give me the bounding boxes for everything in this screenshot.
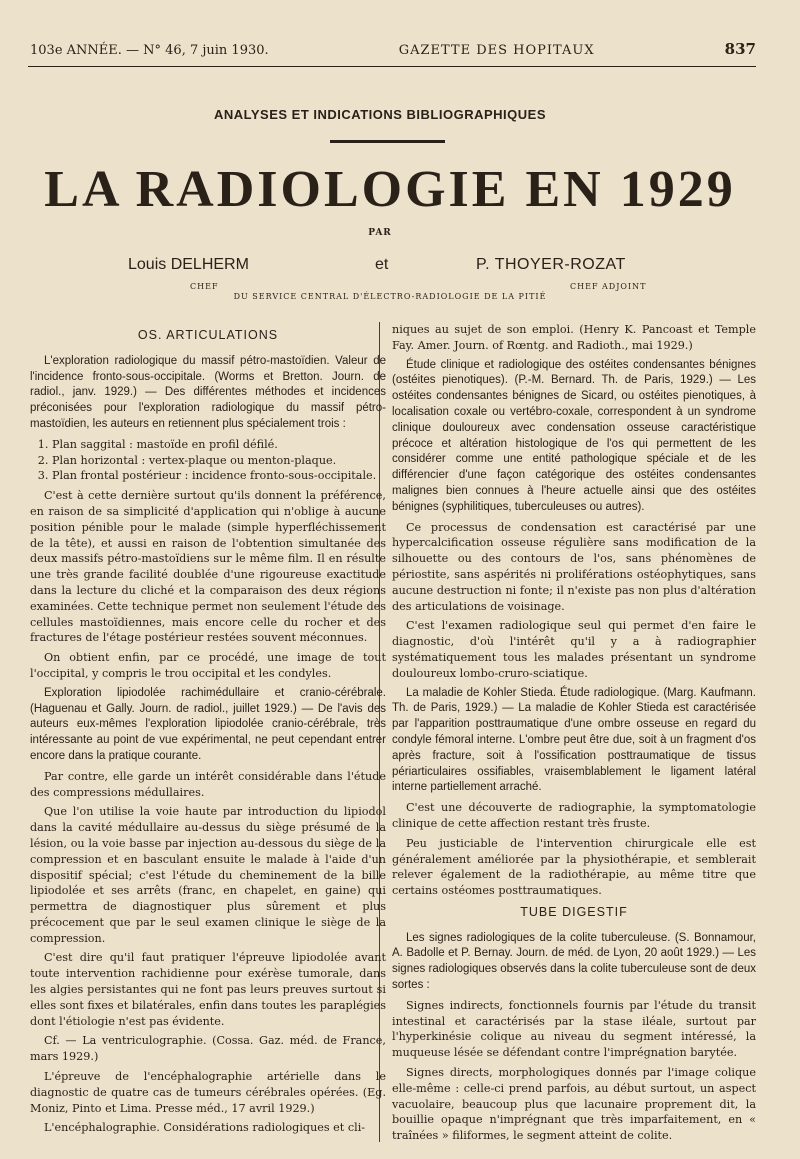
paragraph: C'est dire qu'il faut pratiquer l'épreuve lipiodolée avant toute intervention rachidienne pour exérèse tumorale, dans les algies persistantes qui ne font pas leurs preuves surtout si elles sont fixes et bilatérales, enfin dans toutes les paraplégies dont l'étiologie n'est pas évidente. — [30, 951, 387, 1028]
list-item: 1. Plan saggital : mastoïde en profil défilé. — [52, 437, 386, 453]
abstract-kohler-stieda: La maladie de Kohler Stieda. Étude radiologique. (Marg. Kaufmann. Th. de Paris, 1929.) — La maladie de Kohler Stieda est caractérisée par l'apparition posttraumatique d'une ombre osseuse en regard du condyle fémoral interne. L'ombre peut être due, soit à un fragment d'os après fracture, soit à l'ossification posttraumatique de tissus périarticulaires ossifiables, vraisemblablement le ligament latéral interne partiellement arraché. — [392, 686, 756, 794]
paragraph: Ce processus de condensation est caractérisé par une hypercalcification osseuse régulière sans modification de la silhouette ou des contours de l'os, sans phénomènes de périostite, sans aspérités ni proliférations ostéophytiques, sans aucune destruction ni fonte; il n'existe pas non plus d'altération des articulations de voisinage. — [392, 520, 756, 613]
incidence-list — [30, 437, 386, 484]
right-column — [392, 322, 756, 1148]
paragraph: Que l'on utilise la voie haute par introduction du lipiodol dans la cavité médullaire au-dessus du siège présumé de la lésion, ou la voie basse par injection au-dessous du siège de la compression et en basculant ensuite le malade à l'aide d'un dispositif spécial; c'est l'étude du cheminement de la bille lipiodolée et ses arrêts (franc, en chapelet, en gaine) qui permettra de diagnostiquer plus sûrement et plus précocement que par le seul examen clinique le siège de la compression. — [30, 805, 386, 945]
list-item: 3. Plan frontal postérieur : incidence fronto-sous-occipitale. — [52, 468, 386, 484]
abstract-lipiodolee: Exploration lipiodolée rachimédullaire et cranio-cérébrale. (Haguenau et Gally. Journ. de radiol., juillet 1929.) — De l'avis des auteurs eux-mêmes l'exploration lipiodolée cranio-cérébrale, très intéressante au point de vue expérimental, ne peut cependant entrer encore dans la pratique courante. — [30, 686, 386, 762]
paragraph: Peu justiciable de l'intervention chirurgicale elle est généralement améliorée par la physiothérapie, et semblerait relever également de la radiothérapie, au même titre que certains ostéomes posttraumatiques. — [392, 836, 756, 898]
list-item: 2. Plan horizontal : vertex-plaque ou menton-plaque. — [52, 453, 386, 469]
reference-encephalographie-arterielle: L'épreuve de l'encéphalographie artérielle dans le diagnostic de quatre cas de tumeurs cérébrales opérées. (Eg. Moniz, Pinto et Lima. Presse méd., 17 avril 1929.) — [30, 1070, 386, 1115]
paragraph: C'est à cette dernière surtout qu'ils donnent la préférence, en raison de sa simplicité d'application qui n'oblige à aucune position pénible pour le malade (simple hyperfléchissement de la tête), et aussi en raison de l'obtention simultanée des deux massifs pétro-mastoïdiens sur le même film. Il en résulte une très grande facilité doublée d'une rigoureuse exactitude dans la lecture du cliché et la comparaison des deux régions examinées. Cette technique permet non seulement l'étude des cellules mastoïdiennes, mais encore celle du rocher et des fractures de l'étage postérieur restées souvent méconnues. — [30, 489, 386, 645]
abstract-osteites-condensantes: Étude clinique et radiologique des ostéites condensantes bénignes (ostéites pienotiques). (P.-M. Bernard. Th. de Paris, 1929.) — Les ostéites condensantes bénignes de Sicard, ou ostéites pienotiques, à localisation coxale ou vertébro-coxale, correspondent à un syndrome clinique douloureux avec condensation osseuse caractéristique précoce et altération histologique de l'os qui permettent de les considérer comme une entité pathologique spéciale et de les différencier d'une façon catégorique des ostéites condensantes malignes bien connues à l'heure actuelle ainsi que des ostéites bénignes (syphilitiques, tuberculeuses ou autres). — [392, 358, 756, 513]
paragraph: C'est une découverte de radiographie, la symptomatologie clinique de cette affection restant très fruste. — [392, 801, 756, 830]
author-conjunction: et — [375, 256, 389, 273]
reference-ventriculographie: Cf. — La ventriculographie. (Cossa. Gaz. méd. de France, mars 1929.) — [30, 1034, 386, 1064]
page-number: 837 — [724, 40, 756, 58]
reference-continuation: niques au sujet de son emploi. (Henry K. Pancoast et Temple Fay. Amer. Journ. of Rœntg. and Radioth., mai 1929.) — [392, 323, 756, 352]
byline-par: PAR — [368, 228, 392, 238]
running-header — [30, 40, 756, 62]
paragraph: C'est l'examen radiologique seul qui permet d'en faire le diagnostic, d'où l'intérêt qu'il y a à radiographier systématiquement tous les malades présentant un syndrome douloureux lombo-cruro-sciatique. — [392, 619, 756, 680]
heading-tube-digestif: TUBE DIGESTIF — [520, 904, 628, 919]
role-chef: CHEF — [190, 282, 219, 291]
affiliation: DU SERVICE CENTRAL D'ÉLECTRO-RADIOLOGIE DE LA PITIÉ — [233, 292, 547, 301]
abstract-colite-tuberculeuse: Les signes radiologiques de la colite tuberculeuse. (S. Bonnamour, A. Badolle et P. Bernay. Journ. de méd. de Lyon, 20 août 1929.) — Les signes radiologiques observés dans la colite tuberculeuse sont de deux sortes : — [392, 931, 756, 992]
abstract-petro-mastoidien: L'exploration radiologique du massif pétro-mastoïdien. Valeur de l'incidence fronto-sous-occipitale. (Worms et Bretton. Journ. de radiol., janv. 1929.) — Des différentes méthodes et incidences préconisées pour l'exploration radiologique du massif pétro-mastoïdien, les auteurs en retiennent plus spécialement trois : — [30, 354, 386, 430]
article-title: LA RADIOLOGIE EN 1929 — [44, 161, 736, 218]
paragraph: Par contre, elle garde un intérêt considérable dans l'étude des compressions médullaires. — [30, 769, 386, 799]
journal-name: GAZETTE DES HOPITAUX — [398, 43, 595, 58]
author-thoyer-rozat: P. THOYER-ROZAT — [476, 256, 626, 273]
heading-os-articulations: OS. ARTICULATIONS — [137, 328, 279, 342]
issue-info: 103e ANNÉE. — N° 46, 7 juin 1930. — [30, 43, 269, 58]
role-chef-adjoint: CHEF ADJOINT — [570, 282, 647, 291]
section-title: ANALYSES ET INDICATIONS BIBLIOGRAPHIQUES — [213, 107, 547, 122]
header-rule — [28, 66, 756, 67]
paragraph: Signes indirects, fonctionnels fournis par l'étude du transit intestinal et caractérisés par la stase iléale, surtout par l'hyperkinésie colique au niveau du segment intéressé, la muqueuse lésée se défendant contre l'imprégnation barytée. — [392, 998, 756, 1060]
paragraph: Signes directs, morphologiques donnés par l'image colique elle-même : celle-ci prend parfois, au début surtout, un aspect vacuolaire, beaucoup plus que lacunaire proprement dit, la bouillie opaque n'imprégnant que très imparfaitement, en « traînées » filiformes, le segment atteint de colite. — [392, 1066, 756, 1143]
paragraph: On obtient enfin, par ce procédé, une image de tout l'occipital, y compris le trou occipital et les condyles. — [30, 651, 386, 680]
reference-encephalographie: L'encéphalographie. Considérations radiologiques et cli- — [44, 1121, 366, 1135]
author-delherm: Louis DELHERM — [128, 256, 249, 273]
left-column — [30, 322, 386, 1140]
section-rule — [330, 140, 445, 143]
